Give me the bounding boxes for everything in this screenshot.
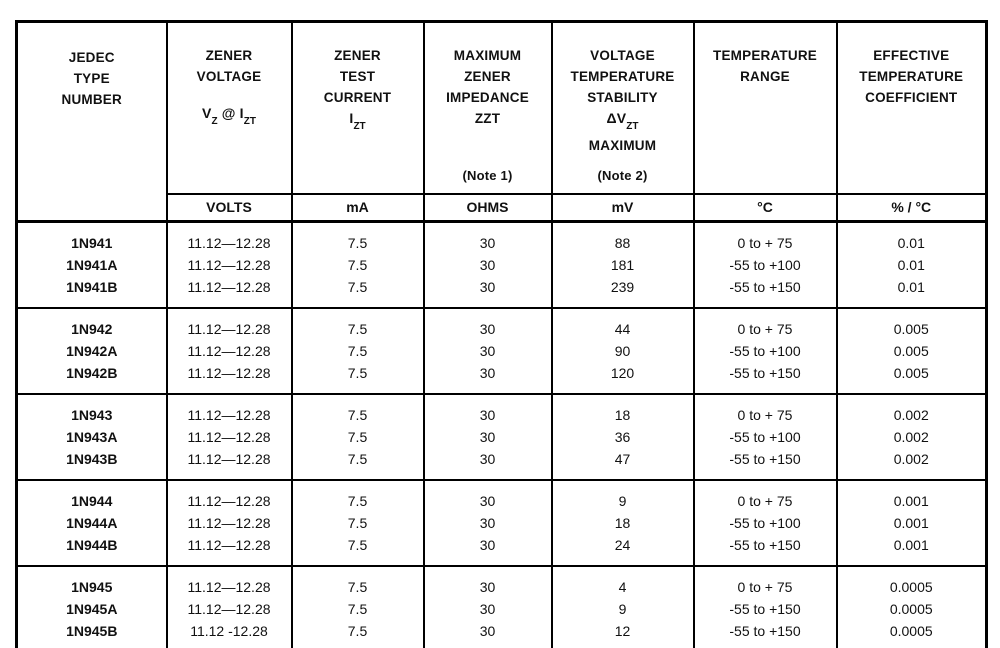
- data-cell: 30: [424, 308, 552, 340]
- data-cell: 0.005: [837, 362, 987, 394]
- data-cell: 11.12—12.28: [167, 340, 292, 362]
- data-cell: 30: [424, 394, 552, 426]
- data-cell: 0.005: [837, 308, 987, 340]
- data-cell: 7.5: [292, 276, 424, 308]
- table-row: [17, 534, 987, 566]
- data-cell: 7.5: [292, 222, 424, 255]
- data-cell: 30: [424, 276, 552, 308]
- type-number-cell: 1N945B: [17, 620, 167, 648]
- data-cell: 30: [424, 598, 552, 620]
- data-cell: 7.5: [292, 534, 424, 566]
- header-line: ZENER: [205, 48, 253, 63]
- data-cell: 0.002: [837, 394, 987, 426]
- data-cell: 30: [424, 426, 552, 448]
- data-cell: 9: [552, 480, 694, 512]
- data-cell: 0.002: [837, 426, 987, 448]
- table-row: [17, 566, 987, 598]
- header-line: ZENER: [334, 48, 381, 63]
- data-cell: 0 to + 75: [694, 222, 837, 255]
- data-cell: 47: [552, 448, 694, 480]
- data-cell: 11.12—12.28: [167, 448, 292, 480]
- data-cell: 11.12—12.28: [167, 480, 292, 512]
- data-cell: 11.12—12.28: [167, 308, 292, 340]
- data-cell: 239: [552, 276, 694, 308]
- izt-formula: $I_{ZT}$: [349, 110, 366, 132]
- unit-ma: mA: [292, 194, 424, 222]
- table-row: [17, 308, 987, 340]
- unit-mv: mV: [552, 194, 694, 222]
- unit-ohms: OHMS: [424, 194, 552, 222]
- table-row: [17, 512, 987, 534]
- data-cell: 0 to + 75: [694, 566, 837, 598]
- data-cell: 11.12—12.28: [167, 362, 292, 394]
- col-header-zener-voltage: [167, 22, 292, 194]
- table-row: [17, 254, 987, 276]
- data-cell: 0.01: [837, 254, 987, 276]
- data-cell: 30: [424, 254, 552, 276]
- data-cell: 0.01: [837, 222, 987, 255]
- data-cell: -55 to +150: [694, 598, 837, 620]
- note-2-reference: (Note 2): [597, 167, 648, 183]
- header-line: TEMPERATURE: [859, 69, 964, 84]
- table-row: [17, 340, 987, 362]
- header-line: VOLTAGE: [590, 48, 655, 63]
- data-cell: 0.002: [837, 448, 987, 480]
- type-number-cell: 1N944A: [17, 512, 167, 534]
- header-line: COEFFICIENT: [865, 90, 958, 105]
- data-cell: 0.01: [837, 276, 987, 308]
- type-number-cell: 1N942B: [17, 362, 167, 394]
- unit-celsius: °C: [694, 194, 837, 222]
- type-number-cell: 1N941B: [17, 276, 167, 308]
- data-cell: 90: [552, 340, 694, 362]
- data-cell: 7.5: [292, 394, 424, 426]
- data-cell: 0 to + 75: [694, 308, 837, 340]
- type-number-cell: 1N942: [17, 308, 167, 340]
- header-line: TYPE: [73, 71, 110, 86]
- table-row: [17, 394, 987, 426]
- data-cell: 36: [552, 426, 694, 448]
- data-cell: -55 to +150: [694, 534, 837, 566]
- data-cell: -55 to +150: [694, 362, 837, 394]
- table-header: [17, 22, 987, 222]
- data-cell: 11.12—12.28: [167, 394, 292, 426]
- col-header-zener-test-current: [292, 22, 424, 194]
- data-cell: 11.12 -12.28: [167, 620, 292, 648]
- data-cell: 30: [424, 566, 552, 598]
- data-cell: 11.12—12.28: [167, 566, 292, 598]
- data-cell: 7.5: [292, 448, 424, 480]
- type-number-cell: 1N943B: [17, 448, 167, 480]
- data-cell: 88: [552, 222, 694, 255]
- header-line: JEDEC: [68, 50, 115, 65]
- type-number-cell: 1N943A: [17, 426, 167, 448]
- table-row: [17, 598, 987, 620]
- header-line: IMPEDANCE: [446, 90, 529, 105]
- data-cell: 7.5: [292, 254, 424, 276]
- header-line: TEMPERATURE: [713, 48, 817, 63]
- table-row: [17, 480, 987, 512]
- vz-at-izt-formula: $V_Z$ @ $I_{ZT}$: [202, 105, 256, 127]
- type-number-cell: 1N944: [17, 480, 167, 512]
- data-cell: 0.001: [837, 480, 987, 512]
- header-line: MAXIMUM: [588, 137, 657, 153]
- data-cell: 0 to + 75: [694, 480, 837, 512]
- type-number-cell: 1N945: [17, 566, 167, 598]
- data-cell: 30: [424, 534, 552, 566]
- data-cell: 30: [424, 222, 552, 255]
- header-line: ZZT: [474, 111, 501, 126]
- type-number-cell: 1N941A: [17, 254, 167, 276]
- data-cell: 7.5: [292, 566, 424, 598]
- data-cell: 11.12—12.28: [167, 254, 292, 276]
- row-group: [17, 222, 987, 309]
- header-line: STABILITY: [587, 90, 658, 105]
- table-row: [17, 222, 987, 255]
- row-group: [17, 566, 987, 648]
- col-header-effective-temperature-coefficient: [837, 22, 987, 194]
- delta-vzt-formula: $\Delta V_{ZT}$: [606, 110, 639, 132]
- row-group: [17, 394, 987, 480]
- data-cell: 120: [552, 362, 694, 394]
- data-cell: 11.12—12.28: [167, 512, 292, 534]
- data-cell: 7.5: [292, 480, 424, 512]
- data-cell: -55 to +150: [694, 276, 837, 308]
- data-cell: 9: [552, 598, 694, 620]
- header-line: NUMBER: [61, 92, 122, 107]
- data-cell: 0.0005: [837, 620, 987, 648]
- data-cell: 0.001: [837, 534, 987, 566]
- data-cell: 11.12—12.28: [167, 276, 292, 308]
- data-cell: 7.5: [292, 340, 424, 362]
- data-cell: 30: [424, 362, 552, 394]
- header-line: RANGE: [740, 69, 790, 84]
- data-cell: 0.001: [837, 512, 987, 534]
- data-cell: -55 to +100: [694, 340, 837, 362]
- header-line: TEST: [339, 69, 376, 84]
- data-cell: 30: [424, 480, 552, 512]
- data-cell: -55 to +100: [694, 426, 837, 448]
- data-cell: -55 to +100: [694, 254, 837, 276]
- col-header-max-zener-impedance: [424, 22, 552, 194]
- data-cell: 30: [424, 340, 552, 362]
- table-row: [17, 276, 987, 308]
- type-number-cell: 1N945A: [17, 598, 167, 620]
- data-cell: -55 to +150: [694, 448, 837, 480]
- table-row: [17, 426, 987, 448]
- header-line: VOLTAGE: [196, 69, 262, 84]
- data-cell: 18: [552, 394, 694, 426]
- type-number-cell: 1N944B: [17, 534, 167, 566]
- data-cell: 12: [552, 620, 694, 648]
- data-cell: 181: [552, 254, 694, 276]
- data-cell: -55 to +150: [694, 620, 837, 648]
- data-cell: 7.5: [292, 598, 424, 620]
- table-row: [17, 362, 987, 394]
- data-cell: 11.12—12.28: [167, 598, 292, 620]
- data-cell: 30: [424, 512, 552, 534]
- unit-volts: VOLTS: [167, 194, 292, 222]
- data-cell: 44: [552, 308, 694, 340]
- header-line: CURRENT: [323, 90, 392, 105]
- data-cell: 4: [552, 566, 694, 598]
- row-group: [17, 308, 987, 394]
- header-line: EFFECTIVE: [873, 48, 950, 63]
- data-cell: 7.5: [292, 362, 424, 394]
- data-cell: 7.5: [292, 426, 424, 448]
- row-group: [17, 480, 987, 566]
- type-number-cell: 1N941: [17, 222, 167, 255]
- note-1-reference: (Note 1): [462, 167, 513, 183]
- data-cell: 0.0005: [837, 598, 987, 620]
- data-cell: 11.12—12.28: [167, 534, 292, 566]
- header-title-row: [17, 22, 987, 194]
- unit-percent-per-celsius: % / °C: [837, 194, 987, 222]
- table-row: [17, 620, 987, 648]
- col-header-voltage-temperature-stability: [552, 22, 694, 194]
- header-line: TEMPERATURE: [570, 69, 675, 84]
- type-number-cell: 1N942A: [17, 340, 167, 362]
- data-cell: 18: [552, 512, 694, 534]
- data-cell: 24: [552, 534, 694, 566]
- col-header-jedec-type-number: [17, 22, 167, 222]
- data-cell: 30: [424, 620, 552, 648]
- col-header-temperature-range: [694, 22, 837, 194]
- data-cell: 0 to + 75: [694, 394, 837, 426]
- type-number-cell: 1N943: [17, 394, 167, 426]
- data-cell: 0.005: [837, 340, 987, 362]
- data-cell: 7.5: [292, 512, 424, 534]
- data-cell: 11.12—12.28: [167, 222, 292, 255]
- zener-spec-table: [15, 20, 988, 648]
- data-cell: 11.12—12.28: [167, 426, 292, 448]
- data-cell: 30: [424, 448, 552, 480]
- data-cell: 7.5: [292, 620, 424, 648]
- table-row: [17, 448, 987, 480]
- data-cell: 0.0005: [837, 566, 987, 598]
- data-cell: -55 to +100: [694, 512, 837, 534]
- header-line: MAXIMUM: [453, 48, 522, 63]
- header-line: ZENER: [464, 69, 511, 84]
- data-cell: 7.5: [292, 308, 424, 340]
